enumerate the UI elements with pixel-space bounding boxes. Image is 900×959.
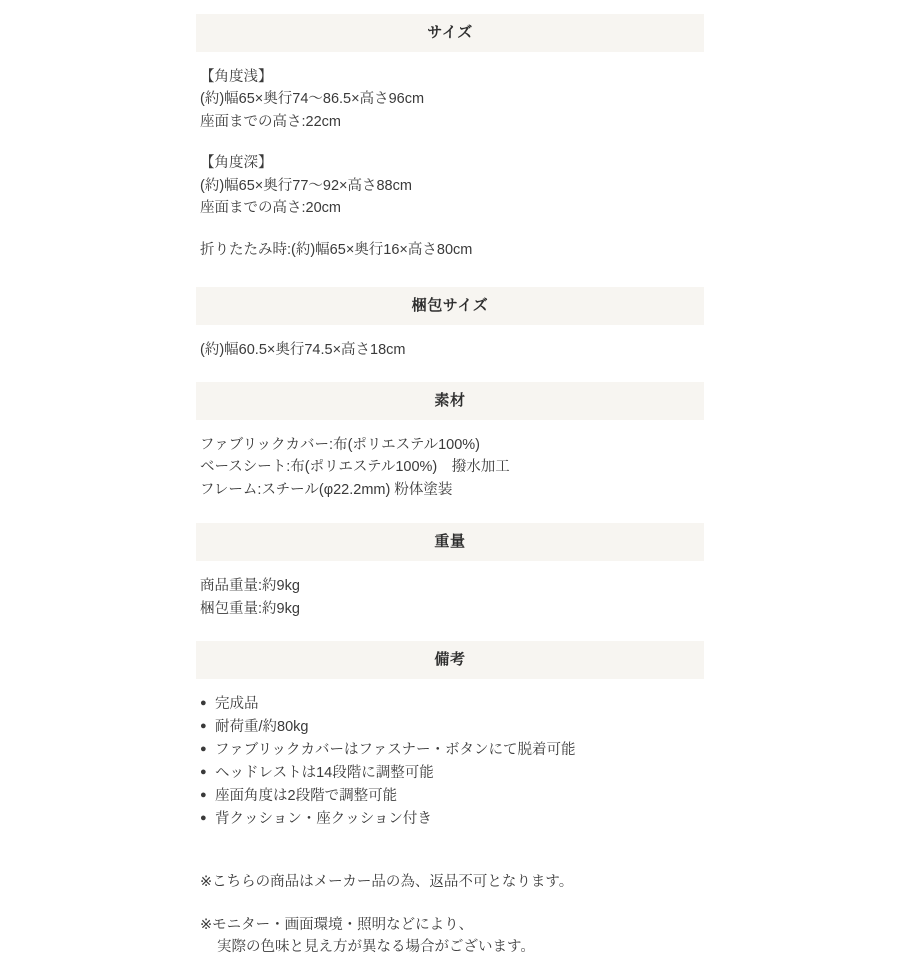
list-item: ● 座面角度は2段階で調整可能 bbox=[200, 785, 704, 808]
size-shallow-dimensions: (約)幅65×奥行74〜86.5×高さ96cm bbox=[200, 91, 425, 108]
spacer bbox=[200, 133, 704, 152]
list-item: ● 完成品 bbox=[200, 693, 704, 716]
note-color-disclaimer-line1: ※モニター・画面環境・照明などにより、 bbox=[200, 917, 474, 933]
material-frame: フレーム:スチール(φ22.2mm) 粉体塗装 bbox=[200, 481, 453, 498]
size-deep-seat-height: 座面までの高さ:20cm bbox=[200, 200, 341, 217]
note-color-disclaimer-line2: 実際の色味と見え方が異なる場合がございます。 bbox=[217, 939, 535, 956]
list-item: ● 耐荷重/約80kg bbox=[200, 716, 704, 739]
section-header-weight: 重量 bbox=[196, 523, 704, 561]
weight-package: 梱包重量:約9kg bbox=[200, 600, 300, 617]
spacer bbox=[200, 893, 704, 914]
section-body-remarks bbox=[196, 679, 704, 830]
material-base-sheet: ベースシート:布(ポリエステル100%) 撥水加工 bbox=[200, 459, 510, 476]
footer-notes bbox=[196, 871, 704, 959]
spacer bbox=[196, 261, 704, 287]
material-fabric-cover: ファブリックカバー:布(ポリエステル100%) bbox=[200, 436, 481, 453]
list-item: ● 背クッション・座クッション付き bbox=[200, 808, 704, 831]
spacer bbox=[196, 362, 704, 382]
list-item: ● ファブリックカバーはファスナー・ボタンにて脱着可能 bbox=[200, 739, 704, 762]
size-shallow-title: 【角度浅】 bbox=[200, 69, 273, 85]
list-item: ● ヘッドレストは14段階に調整可能 bbox=[200, 762, 704, 785]
section-body-package-size bbox=[196, 325, 704, 361]
note-return-policy: ※こちらの商品はメーカー品の為、返品不可となります。 bbox=[200, 873, 574, 890]
size-shallow-seat-height: 座面までの高さ:22cm bbox=[200, 113, 341, 130]
spacer bbox=[196, 831, 704, 871]
size-folded-dimensions: 折りたたみ時:(約)幅65×奥行16×高さ80cm bbox=[200, 241, 473, 258]
section-body-weight bbox=[196, 561, 704, 620]
section-header-material: 素材 bbox=[196, 382, 704, 420]
section-body-material bbox=[196, 420, 704, 501]
section-body-size bbox=[196, 52, 704, 261]
spacer bbox=[200, 220, 704, 239]
section-header-remarks: 備考 bbox=[196, 641, 704, 679]
spacer bbox=[196, 501, 704, 523]
size-deep-title: 【角度深】 bbox=[200, 155, 273, 172]
section-header-size: サイズ bbox=[196, 14, 704, 52]
remarks-list bbox=[200, 693, 704, 830]
weight-product: 商品重量:約9kg bbox=[200, 578, 300, 595]
spacer bbox=[196, 620, 704, 641]
package-size-dimensions: (約)幅60.5×奥行74.5×高さ18cm bbox=[200, 342, 406, 359]
size-deep-dimensions: (約)幅65×奥行77〜92×高さ88cm bbox=[200, 177, 412, 194]
section-header-package-size: 梱包サイズ bbox=[196, 287, 704, 325]
